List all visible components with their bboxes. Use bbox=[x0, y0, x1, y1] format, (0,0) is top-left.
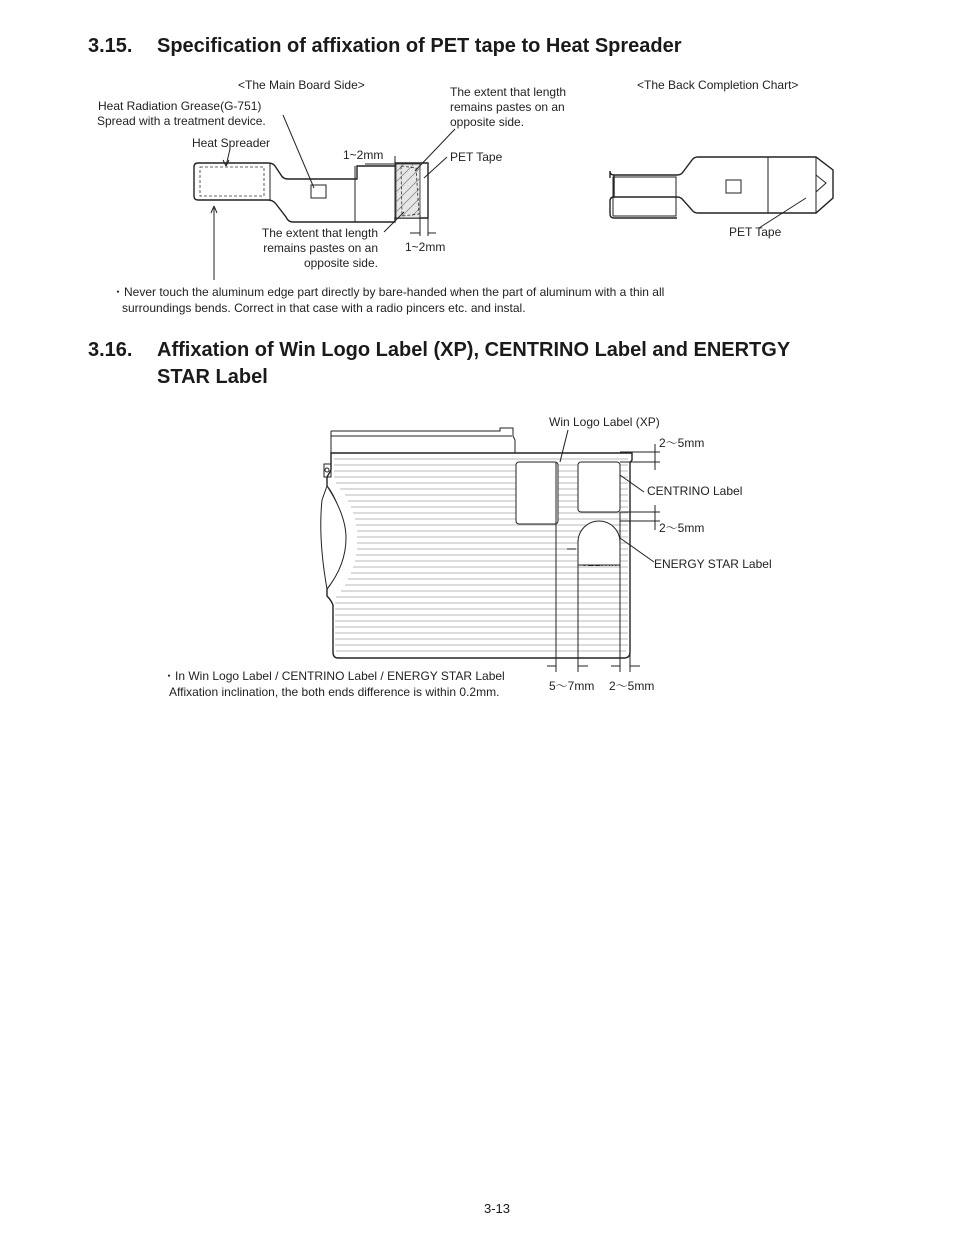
section-315-title: Specification of affixation of PET tape to Heat Spreader bbox=[157, 35, 682, 57]
extent-bottom-line2: remains pastes on an bbox=[263, 241, 378, 255]
section-315-number: 3.15. bbox=[88, 35, 133, 57]
dim-top-label: 1~2mm bbox=[343, 148, 384, 162]
main-board-side-label: <The Main Board Side> bbox=[238, 78, 365, 92]
dim-bottom-label: 1~2mm bbox=[405, 240, 446, 254]
grease-label-line2: Spread with a treatment device. bbox=[97, 114, 266, 128]
pet-tape-label: PET Tape bbox=[450, 150, 503, 164]
section-316-note-line2: Affixation inclination, the both ends difference is within 0.2mm. bbox=[169, 685, 500, 699]
win-logo-label: Win Logo Label (XP) bbox=[549, 415, 660, 429]
grease-label-line1: Heat Radiation Grease(G-751) bbox=[98, 99, 262, 113]
dim-mid-2-5mm: 2～5mm bbox=[659, 521, 705, 535]
heat-spreader-label: Heat Spreader bbox=[192, 136, 271, 150]
pet-tape-back-label: PET Tape bbox=[729, 225, 782, 239]
back-completion-chart-label: <The Back Completion Chart> bbox=[637, 78, 799, 92]
section-315-note-line1: ・Never touch the aluminum edge part directly by bare-handed when the part of aluminum with a thin all bbox=[112, 285, 665, 299]
section-316-note bbox=[163, 668, 505, 700]
extent-top-line1: The extent that length bbox=[450, 85, 567, 99]
extent-top-line2: remains pastes on an bbox=[450, 100, 565, 114]
extent-top-line3: opposite side. bbox=[450, 115, 525, 129]
dim-top-2-5mm: 2～5mm bbox=[659, 436, 705, 450]
dim-bottom-left-label: 5～7mm bbox=[549, 679, 595, 693]
dim-bottom-right-label: 2～5mm bbox=[609, 679, 655, 693]
section-316-title-line2: STAR Label bbox=[157, 366, 268, 388]
section-316-number: 3.16. bbox=[88, 339, 133, 361]
centrino-label: CENTRINO Label bbox=[647, 484, 743, 498]
extent-bottom-line3: opposite side. bbox=[303, 256, 378, 270]
extent-bottom-line1: The extent that length bbox=[261, 226, 378, 240]
page-number: 3-13 bbox=[484, 1201, 511, 1216]
energy-star-label: ENERGY STAR Label bbox=[654, 557, 772, 571]
section-316-title-line1: Affixation of Win Logo Label (XP), CENTRINO Label and ENERTGY bbox=[157, 339, 791, 361]
section-316-note-line1: ・In Win Logo Label / CENTRINO Label / ENERGY STAR Label bbox=[163, 669, 505, 683]
section-315-note-line2: surroundings bends. Correct in that case with a radio pincers etc. and instal. bbox=[122, 301, 526, 315]
